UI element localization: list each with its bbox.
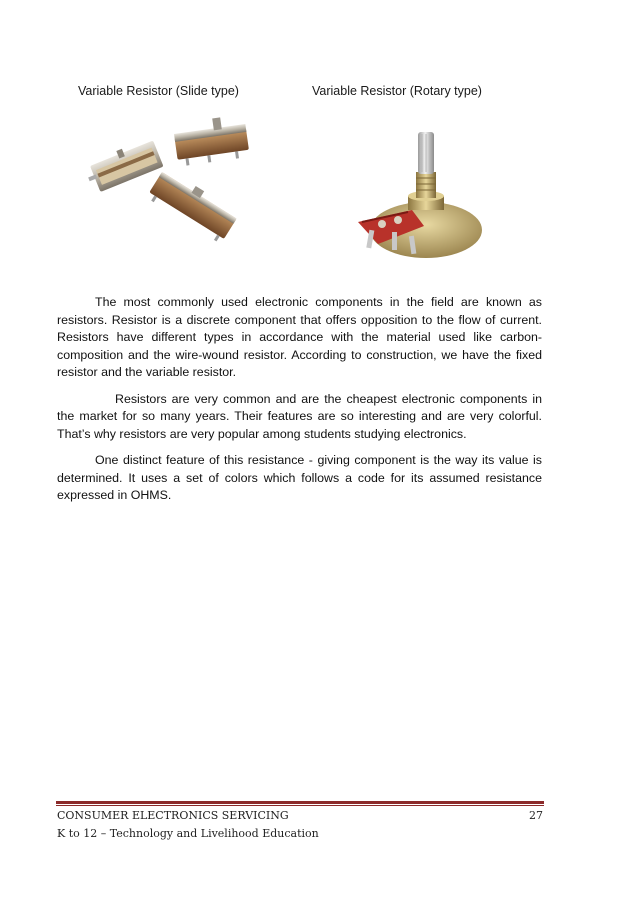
- slide-resistor-image: [84, 114, 262, 246]
- rotary-resistor-image: [348, 126, 488, 262]
- footer-rule-thin: [56, 805, 544, 806]
- body-text: [57, 294, 542, 514]
- footer-title: CONSUMER ELECTRONICS SERVICING: [57, 809, 289, 822]
- paragraph-resistors-intro: The most commonly used electronic components in the field are known as resistors. Resistor is a discrete component that offers opposition to the flow of current. Resistors have different types in accordance with the material used like carbon-composition and the wire-wound resistor. According to construction, we have the fixed resistor and the variable resistor.: [57, 295, 542, 379]
- footer-subtitle: K to 12 – Technology and Livelihood Education: [57, 827, 319, 840]
- page-number: 27: [529, 809, 543, 822]
- figure-caption-rotary: Variable Resistor (Rotary type): [312, 84, 482, 98]
- figure-caption-slide: Variable Resistor (Slide type): [78, 84, 239, 98]
- paragraph-resistors-popular: Resistors are very common and are the cheapest electronic components in the market for so many years. Their features are so interesting and are very colorful. That’s why resistors are very popular among students studying electronics.: [57, 391, 542, 441]
- paragraph-color-code: One distinct feature of this resistance - giving component is the way its value is determined. It uses a set of colors which follows a code for its assumed resistance expressed in OHMS.: [57, 453, 542, 502]
- footer-rule-thick: [56, 801, 544, 804]
